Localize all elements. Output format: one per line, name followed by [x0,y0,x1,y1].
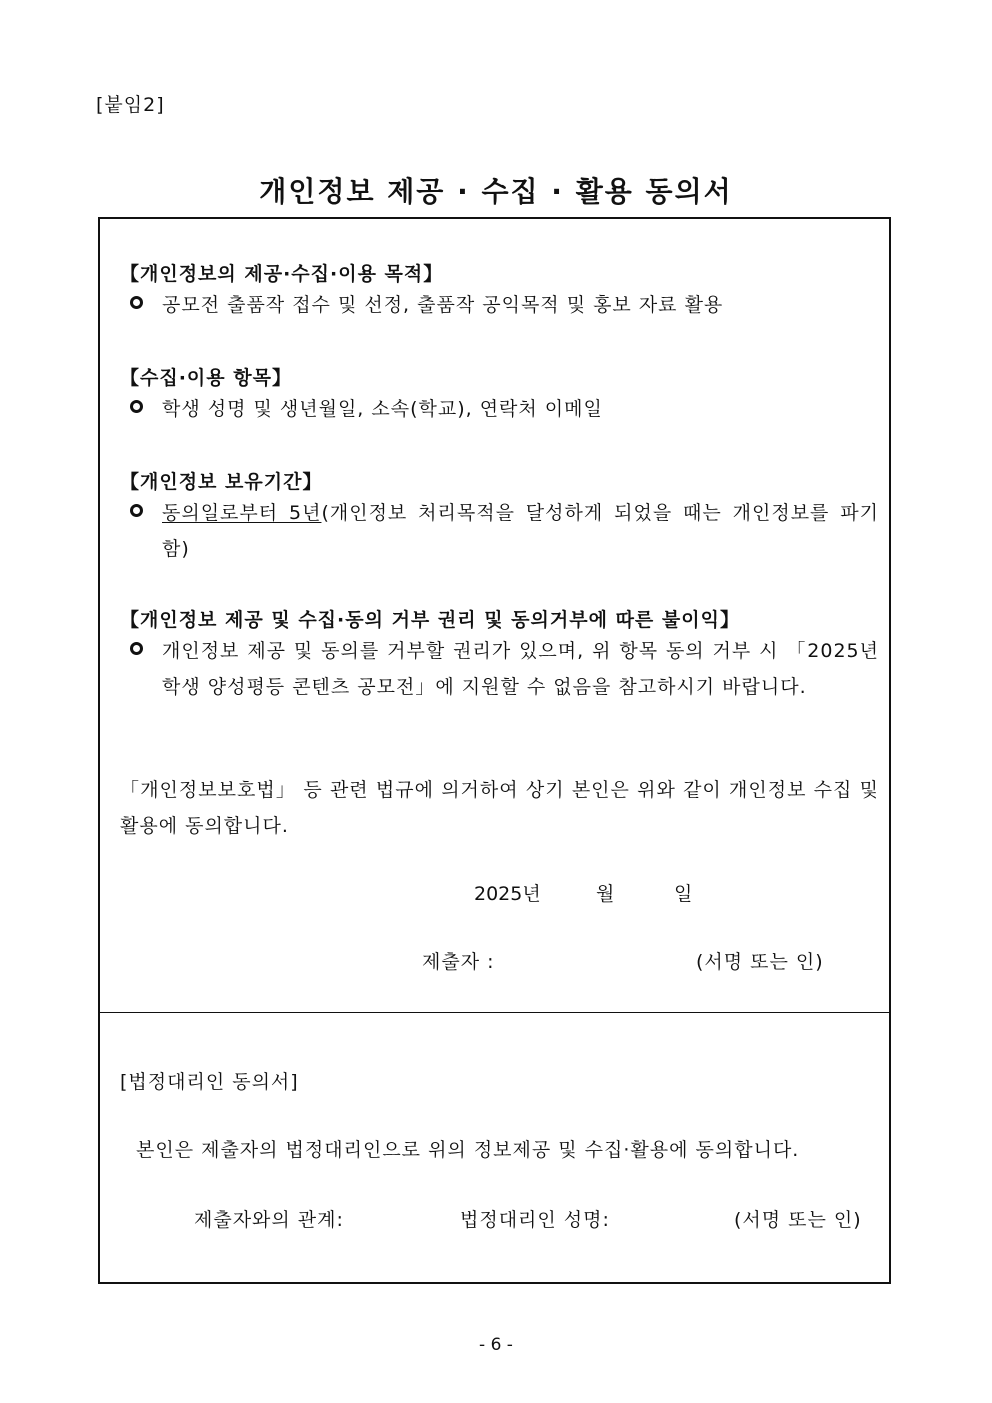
guardian-signature-label: (서명 또는 인) [734,1209,862,1231]
section-heading-purpose: 【개인정보의 제공·수집·이용 목적】 [120,263,444,285]
circle-bullet-icon [130,504,143,517]
date-year: 2025년 [474,883,541,905]
circle-bullet-icon [130,400,143,413]
date-month: 월 [596,883,615,905]
section-heading-refusal: 【개인정보 제공 및 수집·동의 거부 권리 및 동의거부에 따른 불이익】 [120,609,740,631]
retention-period: 동의일로부터 5년 [162,502,322,524]
consent-statement: 「개인정보보호법」 등 관련 법규에 의거하여 상기 본인은 위와 같이 개인정보 수집 및 활용에 동의합니다. [120,779,879,837]
list-item-text: 개인정보 제공 및 동의를 거부할 권리가 있으며, 위 항목 동의 거부 시 「2025년 학생 양성평등 콘텐츠 공모전」에 지원할 수 없음을 참고하시기 바랍니다. [162,640,879,698]
date-day: 일 [674,883,693,905]
retention-note: (개인정보 처리목적을 달성하게 되었을 때는 개인정보를 파기함) [162,502,879,560]
guardian-name-label: 법정대리인 성명: [460,1209,610,1231]
list-item [130,495,879,567]
attachment-label: [붙임2] [96,94,165,116]
list-item-text: 학생 성명 및 생년월일, 소속(학교), 연락처 이메일 [162,398,603,420]
page-number: - 6 - [479,1335,513,1355]
signature-label: (서명 또는 인) [696,951,824,973]
circle-bullet-icon [130,642,143,655]
section-heading-retention: 【개인정보 보유기간】 [120,471,323,493]
list-item [130,287,879,323]
list-item-text [162,495,879,567]
guardian-section-title: [법정대리인 동의서] [120,1071,299,1093]
list-item [130,633,879,705]
list-item [130,391,879,427]
circle-bullet-icon [130,296,143,309]
section-heading-items: 【수집·이용 항목】 [120,367,292,389]
consent-form-box [98,217,891,1284]
section-divider [100,1012,889,1013]
submitter-label: 제출자 : [422,951,495,973]
list-item-text: 공모전 출품작 접수 및 선정, 출품작 공익목적 및 홍보 자료 활용 [162,294,724,316]
document-title: 개인정보 제공 · 수집 · 활용 동의서 [259,175,733,208]
relationship-label: 제출자와의 관계: [194,1209,344,1231]
guardian-statement: 본인은 제출자의 법정대리인으로 위의 정보제공 및 수집·활용에 동의합니다. [136,1139,800,1161]
